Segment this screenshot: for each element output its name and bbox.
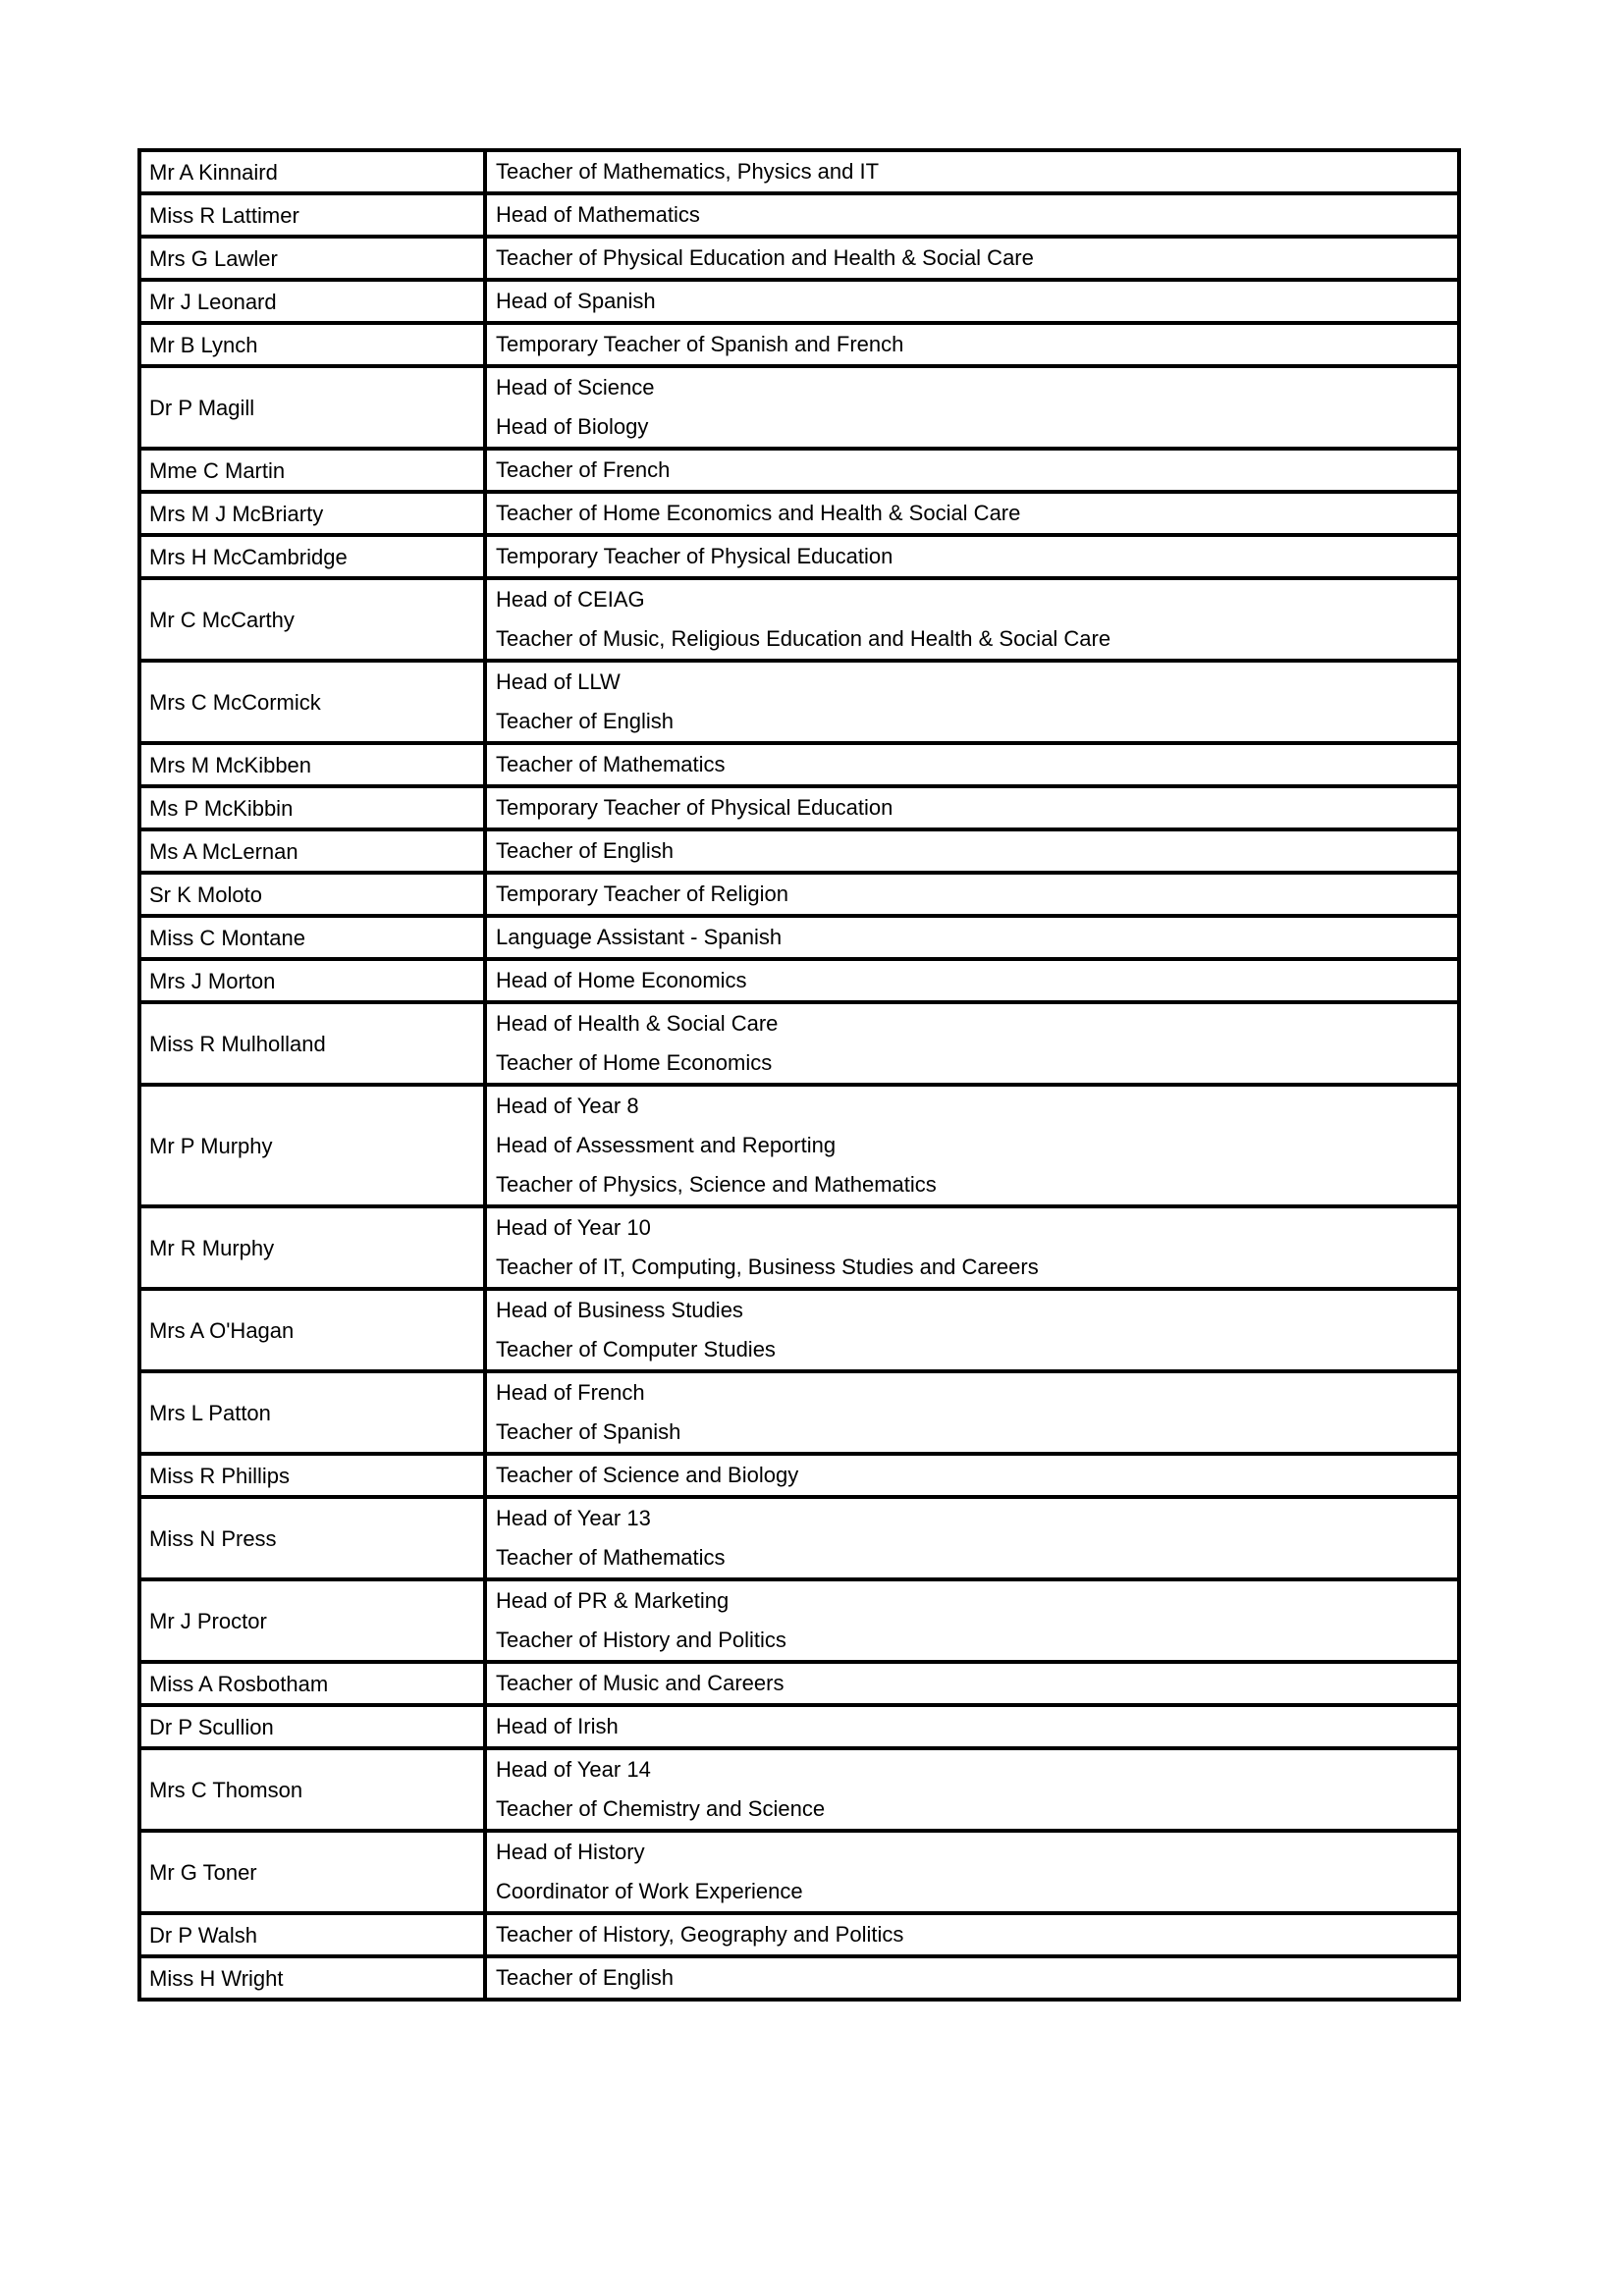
- staff-role-line: Teacher of Science and Biology: [496, 1463, 799, 1487]
- staff-name-cell: Miss N Press: [139, 1497, 485, 1579]
- staff-name-cell: Mrs J Morton: [139, 959, 485, 1002]
- staff-roles-cell: [485, 786, 1459, 829]
- staff-name-cell: Mrs G Lawler: [139, 237, 485, 280]
- staff-roles-cell: [485, 873, 1459, 916]
- staff-name-cell: Mr J Proctor: [139, 1579, 485, 1662]
- staff-role-line: Head of Year 14: [496, 1757, 651, 1782]
- staff-role-line: Head of PR & Marketing: [496, 1588, 730, 1613]
- staff-role-line: Teacher of Computer Studies: [496, 1337, 776, 1362]
- table-row: [139, 959, 1459, 1002]
- staff-name-cell: Mrs L Patton: [139, 1371, 485, 1454]
- staff-role-line: Temporary Teacher of Physical Education: [496, 795, 893, 820]
- table-row: [139, 578, 1459, 661]
- staff-name-cell: Miss R Phillips: [139, 1454, 485, 1497]
- staff-roles-cell: [485, 959, 1459, 1002]
- staff-role-line: Head of Mathematics: [496, 202, 700, 227]
- staff-roles-cell: [485, 1831, 1459, 1913]
- table-row: [139, 1913, 1459, 1956]
- staff-name-cell: Miss R Mulholland: [139, 1002, 485, 1085]
- table-row: [139, 661, 1459, 743]
- staff-roles-cell: [485, 237, 1459, 280]
- staff-role-line: Teacher of Chemistry and Science: [496, 1796, 826, 1821]
- staff-role-line: Teacher of Mathematics: [496, 752, 726, 776]
- table-row: [139, 1085, 1459, 1206]
- staff-role-line: Language Assistant - Spanish: [496, 925, 783, 949]
- table-row: [139, 1289, 1459, 1371]
- staff-name-cell: Miss R Lattimer: [139, 193, 485, 237]
- staff-role-line: Teacher of Home Economics and Health & Social Care: [496, 501, 1021, 525]
- staff-name-cell: Mrs C McCormick: [139, 661, 485, 743]
- table-row: [139, 323, 1459, 366]
- staff-roles-cell: [485, 193, 1459, 237]
- staff-roles-cell: [485, 492, 1459, 535]
- staff-roles-cell: [485, 1206, 1459, 1289]
- staff-name-cell: Mr C McCarthy: [139, 578, 485, 661]
- staff-table: [137, 148, 1461, 2002]
- staff-name-cell: Mr B Lynch: [139, 323, 485, 366]
- staff-name-cell: Miss A Rosbotham: [139, 1662, 485, 1705]
- table-row: [139, 1956, 1459, 2000]
- staff-roles-cell: [485, 449, 1459, 492]
- staff-role-line: Teacher of Spanish: [496, 1419, 681, 1444]
- staff-roles-cell: [485, 1579, 1459, 1662]
- staff-table-body: [139, 150, 1459, 2000]
- staff-role-line: Temporary Teacher of Religion: [496, 881, 788, 906]
- table-row: [139, 1748, 1459, 1831]
- table-row: [139, 237, 1459, 280]
- staff-roles-cell: [485, 1002, 1459, 1085]
- staff-roles-cell: [485, 1705, 1459, 1748]
- staff-role-line: Head of Assessment and Reporting: [496, 1133, 837, 1157]
- staff-roles-cell: [485, 743, 1459, 786]
- staff-role-line: Head of Year 10: [496, 1215, 651, 1240]
- staff-roles-cell: [485, 535, 1459, 578]
- staff-name-cell: Mr J Leonard: [139, 280, 485, 323]
- staff-role-line: Teacher of Physics, Science and Mathematics: [496, 1172, 937, 1197]
- staff-roles-cell: [485, 366, 1459, 449]
- staff-role-line: Teacher of IT, Computing, Business Studies and Careers: [496, 1255, 1039, 1279]
- staff-role-line: Teacher of History, Geography and Politics: [496, 1922, 904, 1947]
- staff-role-line: Head of History: [496, 1840, 645, 1864]
- table-row: [139, 873, 1459, 916]
- staff-name-cell: Mrs M McKibben: [139, 743, 485, 786]
- staff-role-line: Teacher of Music and Careers: [496, 1671, 785, 1695]
- staff-roles-cell: [485, 1497, 1459, 1579]
- staff-role-line: Head of French: [496, 1380, 645, 1405]
- staff-role-line: Temporary Teacher of Physical Education: [496, 544, 893, 568]
- table-row: [139, 1206, 1459, 1289]
- staff-role-line: Teacher of English: [496, 1965, 674, 1990]
- staff-role-line: Teacher of French: [496, 457, 671, 482]
- staff-role-line: Teacher of Physical Education and Health & Social Care: [496, 245, 1034, 270]
- staff-roles-cell: [485, 578, 1459, 661]
- staff-roles-cell: [485, 1085, 1459, 1206]
- table-row: [139, 1497, 1459, 1579]
- staff-roles-cell: [485, 280, 1459, 323]
- staff-role-line: Head of Year 13: [496, 1506, 651, 1530]
- staff-name-cell: Mr A Kinnaird: [139, 150, 485, 193]
- staff-role-line: Head of CEIAG: [496, 587, 645, 612]
- table-row: [139, 1579, 1459, 1662]
- staff-role-line: Head of Biology: [496, 414, 649, 439]
- staff-name-cell: Mr R Murphy: [139, 1206, 485, 1289]
- table-row: [139, 1662, 1459, 1705]
- table-row: [139, 1705, 1459, 1748]
- staff-role-line: Teacher of Mathematics: [496, 1545, 726, 1570]
- staff-roles-cell: [485, 1454, 1459, 1497]
- staff-name-cell: Mrs A O'Hagan: [139, 1289, 485, 1371]
- staff-role-line: Head of LLW: [496, 669, 621, 694]
- staff-role-line: Teacher of Home Economics: [496, 1050, 773, 1075]
- staff-role-line: Head of Irish: [496, 1714, 619, 1738]
- staff-name-cell: Dr P Magill: [139, 366, 485, 449]
- table-row: [139, 449, 1459, 492]
- staff-name-cell: Ms P McKibbin: [139, 786, 485, 829]
- staff-role-line: Temporary Teacher of Spanish and French: [496, 332, 904, 356]
- table-row: [139, 193, 1459, 237]
- staff-name-cell: Mr G Toner: [139, 1831, 485, 1913]
- staff-name-cell: Miss H Wright: [139, 1956, 485, 2000]
- table-row: [139, 1454, 1459, 1497]
- staff-role-line: Head of Year 8: [496, 1094, 639, 1118]
- staff-roles-cell: [485, 1748, 1459, 1831]
- staff-roles-cell: [485, 1913, 1459, 1956]
- staff-name-cell: Mrs M J McBriarty: [139, 492, 485, 535]
- staff-role-line: Teacher of History and Politics: [496, 1628, 786, 1652]
- staff-roles-cell: [485, 1289, 1459, 1371]
- staff-role-line: Head of Home Economics: [496, 968, 747, 992]
- staff-name-cell: Dr P Walsh: [139, 1913, 485, 1956]
- table-row: [139, 366, 1459, 449]
- staff-role-line: Head of Spanish: [496, 289, 656, 313]
- staff-name-cell: Mrs C Thomson: [139, 1748, 485, 1831]
- staff-name-cell: Miss C Montane: [139, 916, 485, 959]
- table-row: [139, 280, 1459, 323]
- staff-name-cell: Mrs H McCambridge: [139, 535, 485, 578]
- staff-role-line: Teacher of English: [496, 709, 674, 733]
- staff-roles-cell: [485, 1662, 1459, 1705]
- staff-roles-cell: [485, 323, 1459, 366]
- table-row: [139, 492, 1459, 535]
- staff-roles-cell: [485, 661, 1459, 743]
- staff-name-cell: Mme C Martin: [139, 449, 485, 492]
- staff-role-line: Head of Business Studies: [496, 1298, 743, 1322]
- table-row: [139, 743, 1459, 786]
- table-row: [139, 1831, 1459, 1913]
- staff-name-cell: Ms A McLernan: [139, 829, 485, 873]
- staff-roles-cell: [485, 916, 1459, 959]
- staff-roles-cell: [485, 1956, 1459, 2000]
- table-row: [139, 916, 1459, 959]
- staff-role-line: Head of Health & Social Care: [496, 1011, 779, 1036]
- staff-name-cell: Mr P Murphy: [139, 1085, 485, 1206]
- table-row: [139, 1371, 1459, 1454]
- staff-roles-cell: [485, 150, 1459, 193]
- table-row: [139, 535, 1459, 578]
- staff-roles-cell: [485, 1371, 1459, 1454]
- table-row: [139, 1002, 1459, 1085]
- staff-roles-cell: [485, 829, 1459, 873]
- staff-role-line: Teacher of Mathematics, Physics and IT: [496, 159, 880, 184]
- table-row: [139, 150, 1459, 193]
- table-row: [139, 829, 1459, 873]
- staff-name-cell: Dr P Scullion: [139, 1705, 485, 1748]
- staff-role-line: Coordinator of Work Experience: [496, 1879, 803, 1903]
- table-row: [139, 786, 1459, 829]
- staff-role-line: Head of Science: [496, 375, 655, 400]
- staff-role-line: Teacher of Music, Religious Education and Health & Social Care: [496, 626, 1111, 651]
- staff-name-cell: Sr K Moloto: [139, 873, 485, 916]
- staff-role-line: Teacher of English: [496, 838, 674, 863]
